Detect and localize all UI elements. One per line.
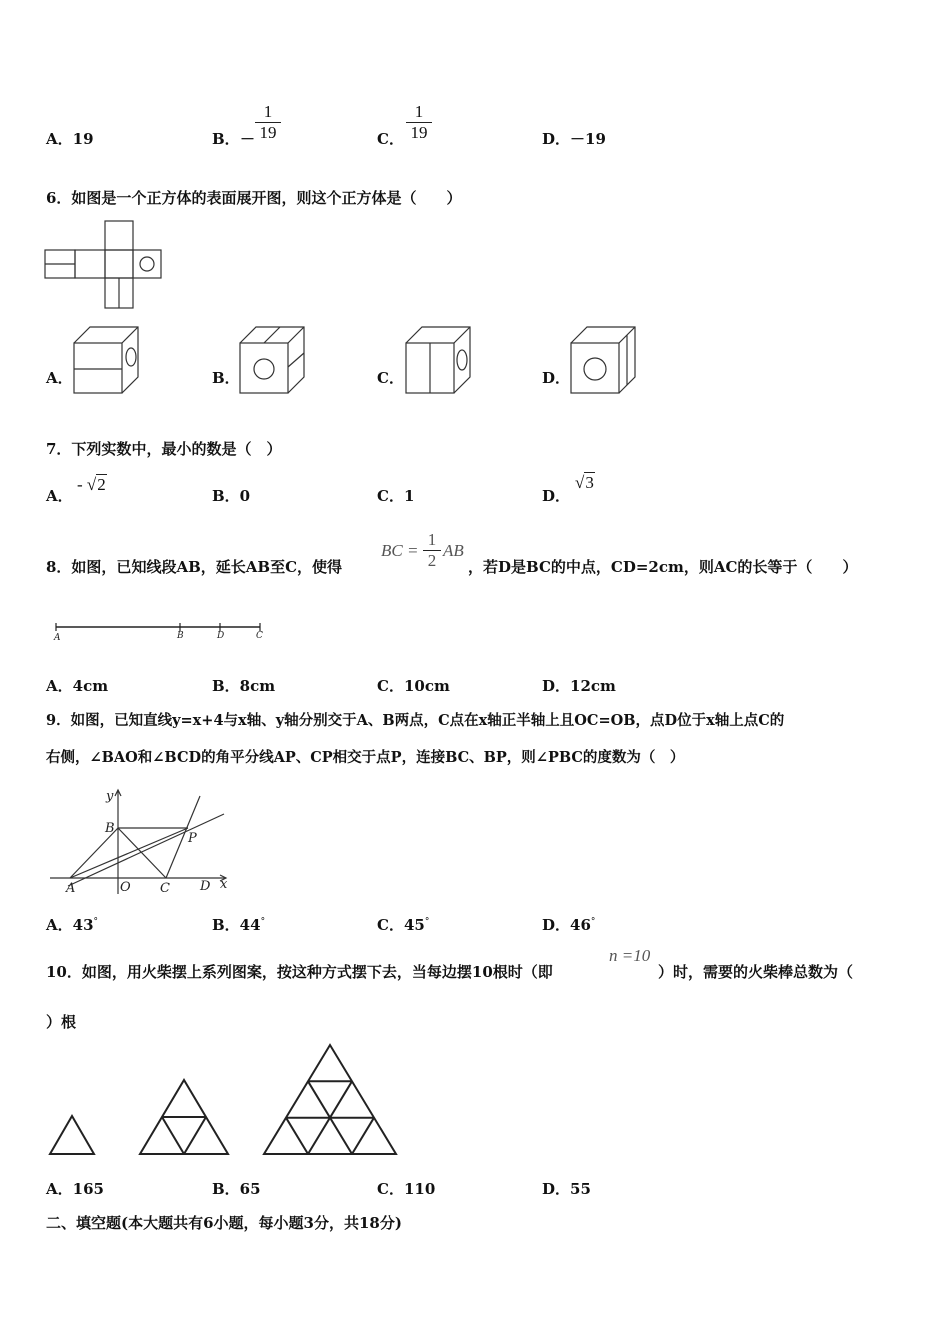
- q9-y-axis-label: y: [106, 789, 114, 804]
- q7-a-minus: -: [77, 475, 83, 494]
- q9-stem-line1: 9．如图，已知直线y=x+4与x轴、y轴分别交于A、B两点，C点在x轴正半轴上且OC=OB，点D位于x轴上点C的: [46, 712, 785, 729]
- q10-stem-line1-end: ）时，需要的火柴棒总数为（: [658, 963, 854, 981]
- q5-option-a[interactable]: A．19: [46, 130, 94, 148]
- q5-option-b-sign: －: [240, 130, 256, 148]
- q8-formula-denominator: 2: [427, 551, 437, 570]
- q10-stem-line1-start: 10．如图，用火柴摆上系列图案，按这种方式摆下去，当每边摆10根时（即: [46, 963, 553, 981]
- q5-option-b-fraction: [255, 102, 281, 143]
- q7-option-a-label[interactable]: A．: [46, 487, 73, 505]
- q7-d-radicand: 3: [585, 473, 594, 492]
- q9-option-b-degree: °: [260, 917, 266, 927]
- q10-matchstick-figure: [48, 1044, 400, 1158]
- q8-point-b-label: B: [177, 631, 184, 641]
- section-2-heading: 二、填空题(本大题共有6小题，每小题3分，共18分): [46, 1214, 402, 1232]
- q5-option-b-label[interactable]: B．: [212, 130, 240, 148]
- q8-formula-rhs: AB: [443, 541, 464, 560]
- q9-option-b[interactable]: [212, 914, 265, 935]
- q9-option-a[interactable]: [46, 914, 98, 935]
- q6-stem: 6．如图是一个正方体的表面展开图，则这个正方体是（ ）: [46, 189, 462, 207]
- q6-option-a-cube[interactable]: [70, 325, 144, 397]
- q7-a-radicand: 2: [97, 475, 106, 494]
- q8-point-c-label: C: [256, 631, 263, 641]
- q9-point-c-label: C: [160, 881, 170, 896]
- q9-option-d-degree: °: [590, 917, 596, 927]
- q9-option-c[interactable]: [377, 914, 429, 935]
- q5-b-denominator: 19: [259, 123, 277, 142]
- q9-option-c-text: C．45: [377, 916, 425, 934]
- q6-option-c-cube[interactable]: [402, 325, 476, 397]
- q8-point-a-label: A: [54, 633, 61, 643]
- q6-option-d[interactable]: D．: [542, 369, 571, 387]
- q9-point-b-label: B: [105, 821, 115, 836]
- q9-point-a-label: A: [66, 881, 76, 896]
- q10-formula: n =10: [609, 946, 651, 965]
- q6-option-b-cube[interactable]: [236, 325, 310, 397]
- q8-option-c[interactable]: C．10cm: [377, 677, 450, 695]
- q8-formula-numerator: 1: [423, 530, 441, 551]
- q6-option-d-cube[interactable]: [567, 325, 641, 397]
- q7-d-sqrt-sign: √: [575, 473, 585, 492]
- q9-point-d-label: D: [200, 879, 211, 894]
- q8-segment-figure: [50, 620, 270, 644]
- q10-option-c[interactable]: C．110: [377, 1180, 436, 1198]
- q8-option-b[interactable]: B．8cm: [212, 677, 276, 695]
- q8-stem-end: ，若D是BC的中点，CD=2cm，则AC的长等于（ ）: [468, 558, 858, 576]
- q9-coordinate-figure: [48, 786, 238, 898]
- q6-option-a[interactable]: A．: [46, 369, 73, 387]
- q10-option-d[interactable]: D．55: [542, 1180, 591, 1198]
- q7-option-d-value: [575, 473, 595, 493]
- q8-formula-lhs: BC =: [381, 541, 419, 560]
- q8-option-d[interactable]: D．12cm: [542, 677, 616, 695]
- q5-b-numerator: 1: [255, 102, 281, 123]
- q7-option-d-label[interactable]: D．: [542, 487, 571, 505]
- q8-formula-fraction: [423, 530, 441, 571]
- q6-cube-net-figure: [44, 220, 164, 312]
- q5-option-c-label[interactable]: C．: [377, 130, 404, 148]
- q7-option-b[interactable]: B．0: [212, 487, 251, 505]
- q8-point-d-label: D: [217, 631, 225, 641]
- q9-option-c-degree: °: [424, 917, 430, 927]
- q8-stem-start: 8．如图，已知线段AB，延长AB至C，使得: [46, 558, 343, 576]
- q9-stem-line2: 右侧，∠BAO和∠BCD的角平分线AP、CP相交于点P，连接BC、BP，则∠PBC的度数为（ ）: [46, 749, 685, 766]
- q9-option-d-text: D．46: [542, 916, 591, 934]
- q9-point-p-label: P: [188, 831, 197, 846]
- q9-x-axis-label: x: [220, 877, 228, 892]
- q5-option-c-fraction: [406, 102, 432, 143]
- q9-point-o-label: O: [120, 880, 131, 895]
- q5-c-denominator: 19: [410, 123, 428, 142]
- q5-option-d[interactable]: D．－19: [542, 130, 606, 148]
- q7-option-a-value: [77, 475, 107, 495]
- q9-option-a-text: A．43: [46, 916, 94, 934]
- q5-c-numerator: 1: [406, 102, 432, 123]
- q6-option-b[interactable]: B．: [212, 369, 240, 387]
- q10-option-a[interactable]: A．165: [46, 1180, 104, 1198]
- q8-option-a[interactable]: A．4cm: [46, 677, 109, 695]
- q7-stem: 7．下列实数中，最小的数是（ ）: [46, 440, 282, 458]
- q9-option-a-degree: °: [93, 917, 99, 927]
- q7-option-c[interactable]: C．1: [377, 487, 415, 505]
- q10-option-b[interactable]: B．65: [212, 1180, 261, 1198]
- q7-a-sqrt-sign: √: [86, 475, 97, 494]
- q9-option-d[interactable]: [542, 914, 595, 935]
- q6-option-c[interactable]: C．: [377, 369, 404, 387]
- q10-stem-line2: ）根: [46, 1013, 77, 1031]
- q9-option-b-text: B．44: [212, 916, 261, 934]
